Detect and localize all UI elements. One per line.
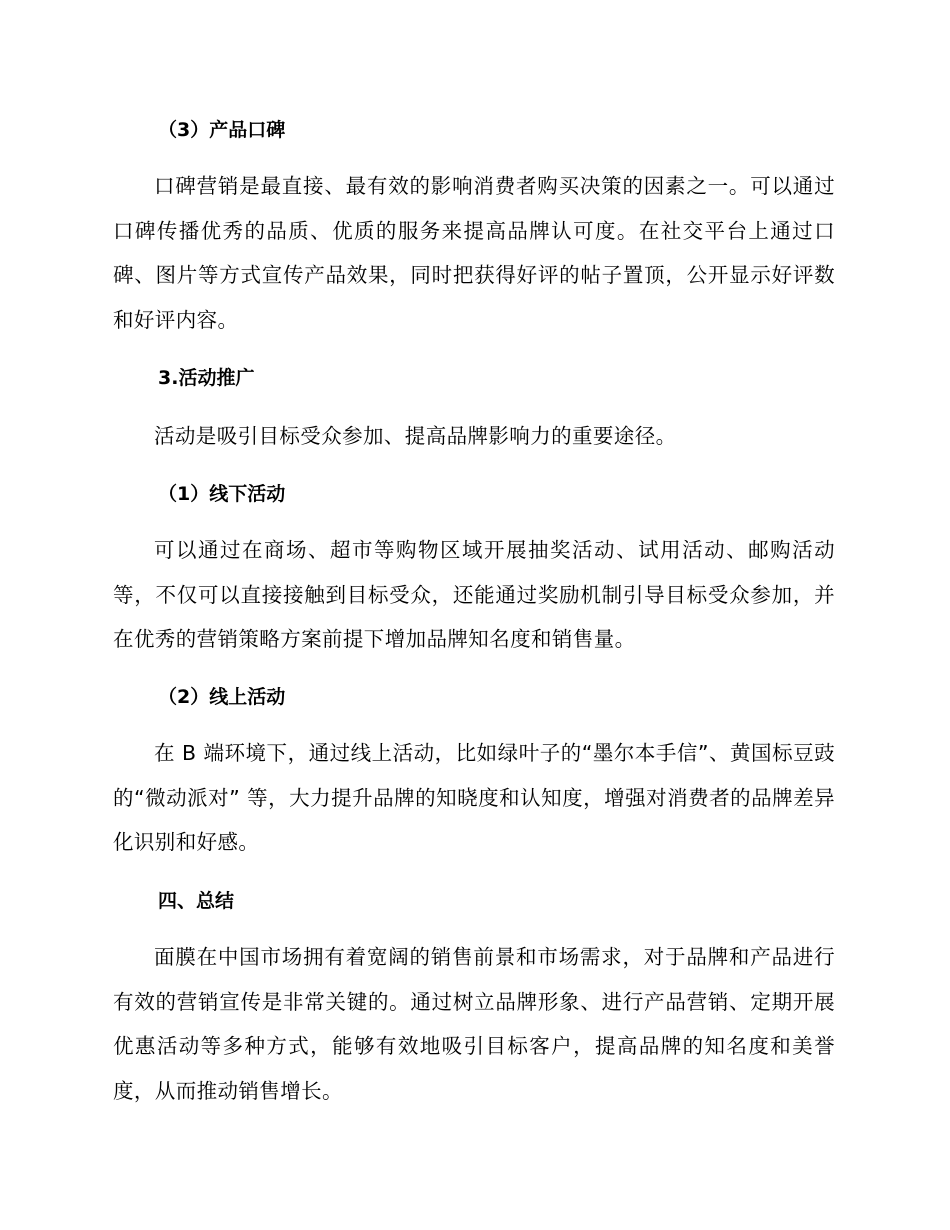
heading-summary: 四、总结 [158,890,235,912]
paragraph-summary: 面膜在中国市场拥有着宽阔的销售前景和市场需求，对于品牌和产品进行有效的营销宣传是非常关键的。通过树立品牌形象、进行产品营销、定期开展优惠活动等多种方式，能够有效地吸引目标客户，提高品牌的知名度和美誉度，从而推动销售增长。 [113,945,835,1103]
paragraph-activity-promotion: 活动是吸引目标受众参加、提高品牌影响力的重要途径。 [154,424,677,448]
heading-product-word-of-mouth: （3）产品口碑 [158,119,286,141]
heading-online-activities: （2）线上活动 [158,686,286,708]
paragraph-online-activities: 在 B 端环境下，通过线上活动，比如绿叶子的“墨尔本手信”、黄国标豆豉的“微动派对” 等，大力提升品牌的知晓度和认知度，增强对消费者的品牌差异化识别和好感。 [113,741,835,855]
heading-activity-promotion: 3.活动推广 [158,367,255,389]
paragraph-offline-activities: 可以通过在商场、超市等购物区域开展抽奖活动、试用活动、邮购活动等，不仅可以直接接触到目标受众，还能通过奖励机制引导目标受众参加，并在优秀的营销策略方案前提下增加品牌知名度和销售量。 [113,538,835,652]
paragraph-word-of-mouth: 口碑营销是最直接、最有效的影响消费者购买决策的因素之一。可以通过口碑传播优秀的品质、优质的服务来提高品牌认可度。在社交平台上通过口碑、图片等方式宣传产品效果，同时把获得好评的帖子置顶，公开显示好评数和好评内容。 [113,174,835,332]
heading-offline-activities: （1）线下活动 [158,483,286,505]
